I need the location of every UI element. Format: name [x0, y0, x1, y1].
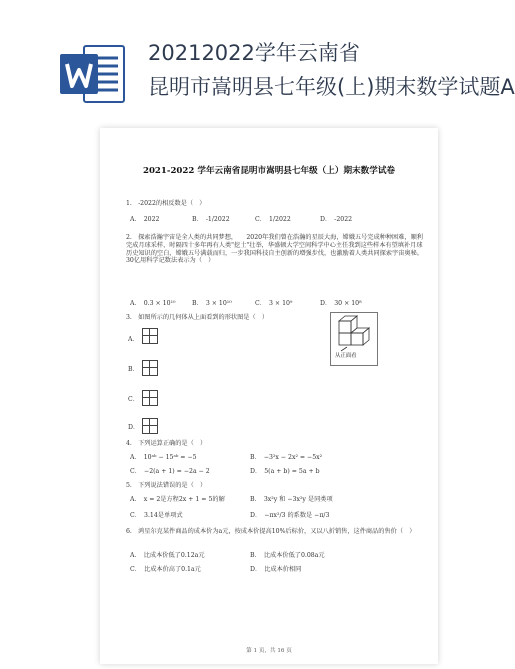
q4-option-b: B． −3²x − 2x² = −5x²: [250, 454, 323, 461]
q3-solid-figure: [330, 312, 378, 366]
q3-option-b-figure: [142, 360, 158, 376]
question-4: 4. 下列运算正确的是（ ）: [126, 440, 207, 447]
title-line-1: 20212022学年云南省: [148, 41, 360, 65]
question-1: 1. -2022的相反数是（ ）: [126, 200, 206, 207]
q6-option-a: A． 比成本价低了0.12a元: [130, 552, 205, 559]
title-line-2: 昆明市嵩明县七年级(上)期末数学试题A: [148, 75, 515, 99]
document-title: [148, 36, 515, 104]
q1-option-a: A． 2022: [130, 216, 160, 223]
q4-option-d: D． 5(a + b) = 5a + b: [250, 468, 320, 475]
word-icon: [58, 40, 126, 108]
question-3: 3. 如图所示的几何体从上面看到的形状图是（ ）: [126, 314, 269, 321]
q6-option-c: C． 比成本价高了0.1a元: [130, 566, 201, 573]
q3-option-a-figure: [142, 328, 158, 344]
exam-title: 2021-2022 学年云南省昆明市嵩明县七年级（上）期末数学试卷: [142, 166, 396, 176]
q1-option-d: D． -2022: [320, 216, 353, 223]
q2-option-d: D． 30 × 10⁸: [320, 300, 362, 307]
question-2: 2. 探索浩瀚宇宙是全人类的共同梦想， 2020年我们曾在浩瀚的星辰大海，嫦娥五号完成种种困难，顺利完成月球采样，时隔四十多年再有人类"挖土"壮举，华盛顿大学空间科学中心主任我到这些样本有望填补月球历史知识的空白，嫦娥五号满载而归，一步我国科技自主创新的增强步伐，也激励着人类共同探索宇宙奥秘。30亿用科学记数法表示为（ ）: [126, 234, 423, 265]
q3-option-a: A．: [128, 336, 139, 343]
q3-option-c: C．: [128, 396, 139, 403]
q1-option-b: B． -1/2022: [192, 216, 230, 223]
q4-option-c: C． −2(a + 1) = −2a − 2: [130, 468, 210, 475]
page-footer: 第 1 页，共 16 页: [246, 648, 292, 654]
q5-option-d: D． −πx²/3 的系数是 −π/3: [250, 512, 330, 519]
q2-option-a: A． 0.3 × 10¹⁰: [130, 300, 176, 307]
q5-option-a: A． x = 2是方程2x + 1 = 5的解: [130, 496, 225, 503]
q1-option-c: C． 1/2022: [255, 216, 291, 223]
q5-option-b: B． 3x²y 和 −3x²y 是同类项: [250, 496, 333, 503]
q2-option-b: B． 3 × 10¹⁰: [192, 300, 232, 307]
question-6: 6. 鸿星尔克某件商品的成本价为a元，按成本价提高10%后标价，又以八折销售，这件商品的售价（ ）: [126, 528, 416, 535]
q5-option-c: C． 3.14是单项式: [130, 512, 183, 519]
q2-option-c: C． 3 × 10⁹: [255, 300, 293, 307]
document-page: [100, 128, 438, 664]
question-5: 5. 下列说法错误的是（ ）: [126, 482, 207, 489]
q6-option-d: D． 比成本价相同: [250, 566, 302, 573]
q4-option-a: A． 10ᵃᵇ − 15ᵃᵇ = −5: [130, 454, 197, 461]
q3-option-d-figure: [142, 418, 158, 434]
q3-option-b: B．: [128, 366, 139, 373]
q6-option-b: B． 比成本价低了0.08a元: [250, 552, 325, 559]
q3-option-c-figure: [142, 390, 158, 406]
q3-option-d: D．: [128, 424, 140, 431]
q3-figure-caption: 从正面看: [335, 353, 357, 359]
